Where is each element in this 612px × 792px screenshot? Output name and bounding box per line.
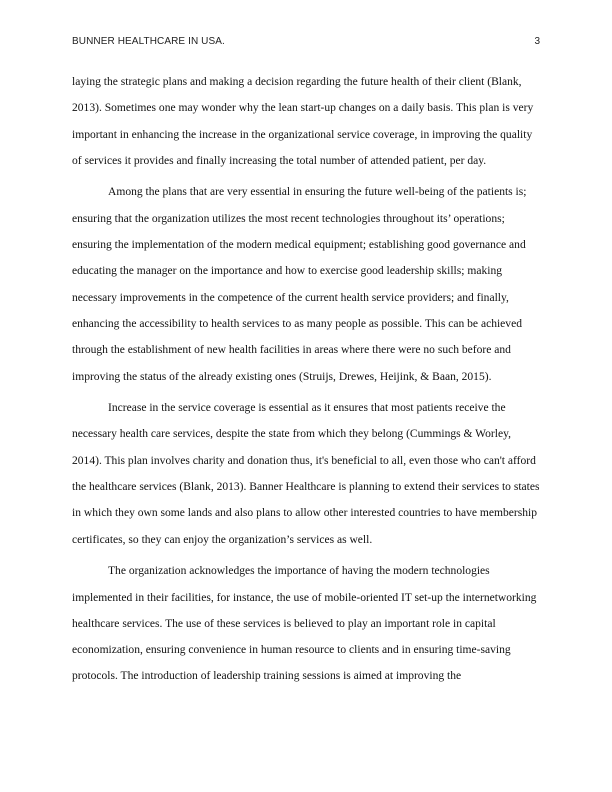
- running-head: BUNNER HEALTHCARE IN USA.: [72, 36, 225, 47]
- page-number: 3: [534, 36, 540, 47]
- paragraph-plans: Among the plans that are very essential in ensuring the future well-being of the patients is; ensuring that the organization utilizes the most recent technologies throughout its’ operations; ensuring the implementation of the modern medical equipment; establishing good governance and educating the manager on the importance and how to exercise good leadership skills; making necessary improvements in the competence of the current health service providers; and finally, enhancing the accessibility to health services to as many people as possible. This can be achieved through the establishment of new health facilities in areas where there were no such before and improving the status of the already existing ones (Struijs, Drewes, Heijink, & Baan, 2015).: [72, 186, 527, 383]
- body-text: [72, 69, 540, 690]
- paragraph-continuation: laying the strategic plans and making a decision regarding the future health of their client (Blank, 2013). Sometimes one may wonder why the lean start-up changes on a daily basis. This plan is very important in enhancing the increase in the organizational service coverage, in improving the quality of services it provides and finally increasing the total number of attended patient, per day.: [72, 76, 534, 167]
- paragraph-technologies: The organization acknowledges the importance of having the modern technologies implemented in their facilities, for instance, the use of mobile-oriented IT set-up the internetworking healthcare services. The use of these services is believed to play an important role in capital economization, ensuring convenience in human resource to clients and in ensuring time-saving protocols. The introduction of leadership training sessions is aimed at improving the: [72, 565, 537, 683]
- paragraph-service-coverage: Increase in the service coverage is essential as it ensures that most patients receive the necessary health care services, despite the state from which they belong (Cummings & Worley, 2014). This plan involves charity and donation thus, it's beneficial to all, even those who can't afford the healthcare services (Blank, 2013). Banner Healthcare is planning to extend their services to states in which they own some lands and also plans to allow other interested countries to have membership certificates, so they can enjoy the organization’s services as well.: [72, 402, 540, 546]
